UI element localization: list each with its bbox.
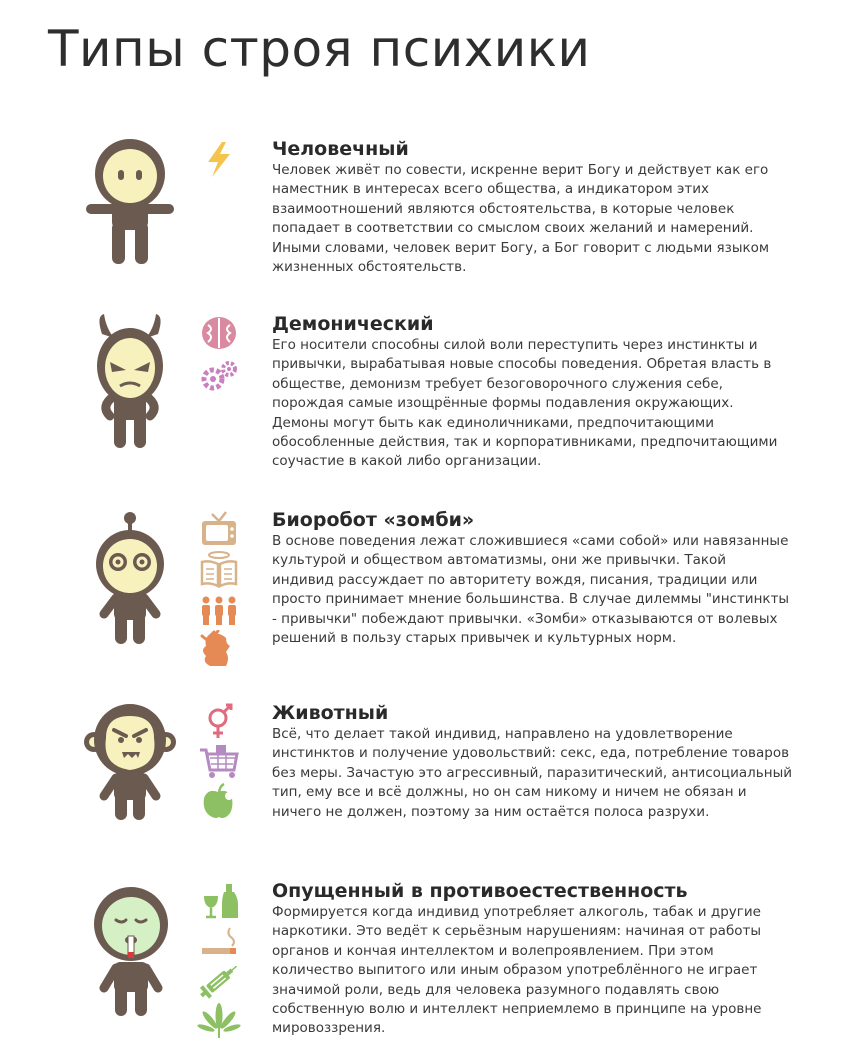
type-title: Биоробот «зомби» (272, 509, 475, 531)
animal-figure (84, 700, 176, 822)
alcohol-icon (196, 882, 242, 920)
gender-icon (196, 702, 242, 740)
lightning-icon (196, 140, 242, 178)
cigarette-icon (196, 922, 242, 960)
type-title: Демонический (272, 313, 434, 335)
type-title: Животный (272, 702, 389, 724)
gears-icon (196, 357, 242, 395)
apple-icon (196, 782, 242, 820)
type-block-human (272, 137, 792, 277)
indian-chief-icon (196, 630, 242, 668)
type-description: В основе поведения лежат сложившиеся «сами собой» или навязанные культурой и обществом автоматизмы, они же привычки. Такой индивид рассуждает по авторитету вождя, писания, традиции или просто принимает мнение большинства. В случае дилеммы "инстинкты - привычки" побеждают привычки. «Зомби» отказываются от волевых решений в пользу старых привычек и культурных норм. (272, 533, 790, 647)
crowd-icon (196, 590, 242, 628)
type-title: Опущенный в противоестественность (272, 880, 688, 902)
type-block-degraded (272, 879, 792, 1039)
degraded-figure (92, 884, 170, 1018)
type-description: Человек живёт по совести, искренне верит Богу и действует как его наместник в интересах всего общества, а индикатором этих взаимоотношений являются обстоятельства, в которые человек попадает в соответствии со смыслом своих желаний и намерений. Иными словами, человек верит Богу, а Бог говорит с людьми языком жизненных обстоятельств. (272, 162, 770, 276)
cannabis-leaf-icon (196, 1002, 242, 1040)
holy-book-icon (196, 550, 242, 588)
type-title: Человечный (272, 138, 409, 160)
type-description: Формируется когда индивид употребляет алкоголь, табак и другие наркотики. Это ведёт к серьёзным нарушениям: начиная от работы органов и кончая интеллектом и волепроявлением. При этом количество выпитого или иным образом употреблённого не играет значимой роли, ведь для человека разумного подавлять свою собственную волю и интеллект неприемлемо в принципе на уровне мировоззрения. (272, 904, 762, 1037)
tv-icon (196, 510, 242, 548)
type-block-animal (272, 701, 792, 822)
brain-icon (196, 315, 242, 353)
page-title: Типы строя психики (48, 20, 591, 78)
zombie-figure (94, 512, 166, 646)
syringe-icon (196, 962, 242, 1000)
demon-figure (92, 314, 168, 450)
type-block-zombie (272, 508, 792, 648)
type-description: Его носители способны силой воли переступить через инстинкты и привычки, вырабатывая новые способы поведения. Обретая власть в обществе, демонизм требует безоговорочного служения себе, порождая самые изощрённые формы подавления окружающих. Демоны могут быть как единоличниками, предпочитающими обособленные действия, так и корпоративниками, предпочитающими соучастие в какой либо организации. (272, 337, 778, 470)
type-block-demon (272, 312, 792, 472)
shopping-cart-icon (196, 742, 242, 780)
human-figure (82, 138, 178, 266)
type-description: Всё, что делает такой индивид, направлено на удовлетворение инстинктов и получение удовольствий: секс, еда, потребление товаров без меры. Зачастую это агрессивный, паразитический, антисоциальный тип, ему все и всё должны, но он сам никому и ничем не обязан и ничего не должен, поэтому за ним остаётся полоса разрухи. (272, 726, 793, 820)
